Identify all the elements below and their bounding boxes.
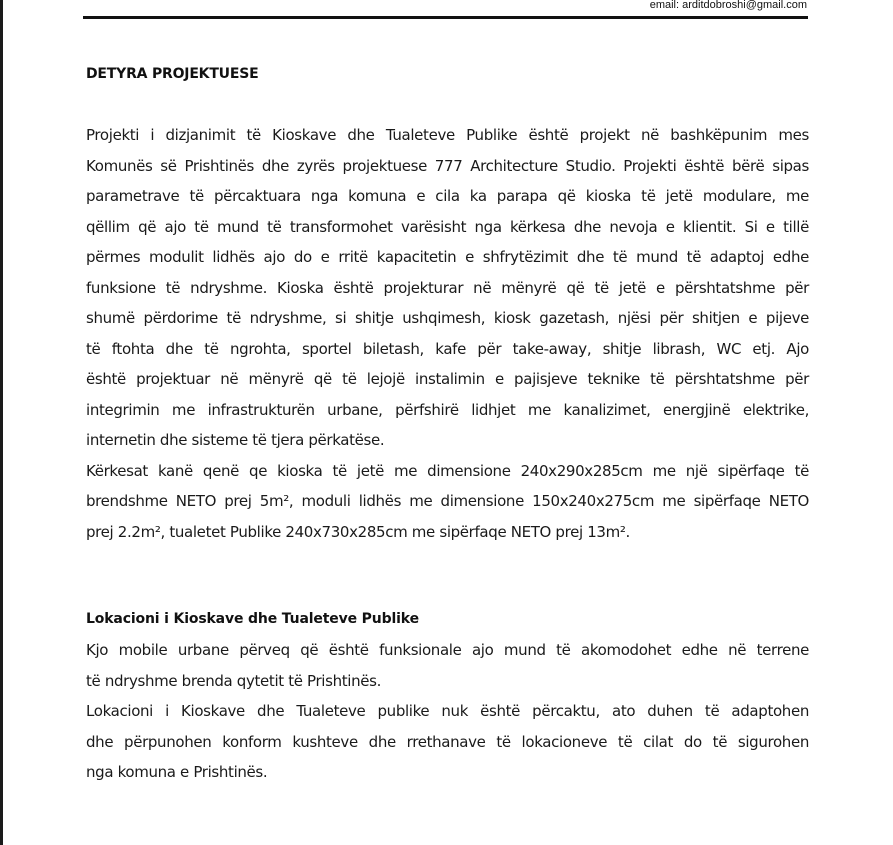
project-description <box>86 120 809 547</box>
text-line: përmes modulit lidhës ajo do e rritë kapacitetin e shfrytëzimit dhe të mund të adaptoj edhe <box>86 248 809 266</box>
text-line: shumë përdorime të ndryshme, si shitje ushqimesh, kiosk gazetash, njësi për shitjen e pijeve <box>86 309 809 327</box>
text-line: Lokacioni i Kioskave dhe Tualeteve publike nuk është përcaktu, ato duhen të adaptohen <box>86 702 809 720</box>
text-line: të ftohta dhe të ngrohta, sportel biletash, kafe për take-away, shitje librash, WC etj. Ajo <box>86 339 809 358</box>
text-line: të ndryshme brenda qytetit të Prishtinës. <box>86 671 381 690</box>
header-email: email: arditdobroshi@gmail.com <box>649 0 807 11</box>
section-heading-lokacioni: Lokacioni i Kioskave dhe Tualeteve Publike <box>86 611 419 627</box>
header-divider <box>83 16 808 19</box>
text-line: Kjo mobile urbane përveq që është funksionale ajo mund të akomodohet edhe në terrene <box>86 641 809 659</box>
text-line: dhe përpunohen konform kushteve dhe rrethanave të lokacioneve të cilat do të sigurohen <box>86 732 809 751</box>
text-line: brendshme NETO prej 5m², moduli lidhës me dimensione 150x240x275cm me sipërfaqe NETO <box>86 492 809 510</box>
section-heading-detyra: DETYRA PROJEKTUESE <box>86 66 259 82</box>
text-line: nga komuna e Prishtinës. <box>86 763 268 781</box>
location-description <box>86 635 809 788</box>
text-line: Projekti i dizjanimit të Kioskave dhe Tualeteve Publike është projekt në bashkëpunim mes <box>86 126 809 144</box>
text-line: funksione të ndryshme. Kioska është projekturar në mënyrë që të jetë e përshtatshme për <box>86 278 809 297</box>
text-line: është projektuar në mënyrë që të lejojë instalimin e pajisjeve teknike të përshtatshme për <box>86 370 809 388</box>
text-line: Komunës së Prishtinës dhe zyrës projektuese 777 Architecture Studio. Projekti është bërë sipas <box>86 156 809 175</box>
text-line: Kërkesat kanë qenë qe kioska të jetë me dimensione 240x290x285cm me një sipërfaqe të <box>86 461 809 480</box>
text-line: prej 2.2m², tualetet Publike 240x730x285cm me sipërfaqe NETO prej 13m². <box>86 522 630 541</box>
text-line: internetin dhe sisteme të tjera përkatëse. <box>86 431 385 449</box>
text-line: parametrave të përcaktuara nga komuna e cila ka parapa që kioska të jetë modulare, me <box>86 187 809 205</box>
text-line: integrimin me infrastrukturën urbane, përfshirë lidhjet me kanalizimet, energjinë elektrike, <box>86 400 809 419</box>
text-line: qëllim që ajo të mund të transformohet varësisht nga kërkesa dhe nevoja e klientit. Si e tillë <box>86 217 809 236</box>
page-left-edge <box>0 0 3 845</box>
